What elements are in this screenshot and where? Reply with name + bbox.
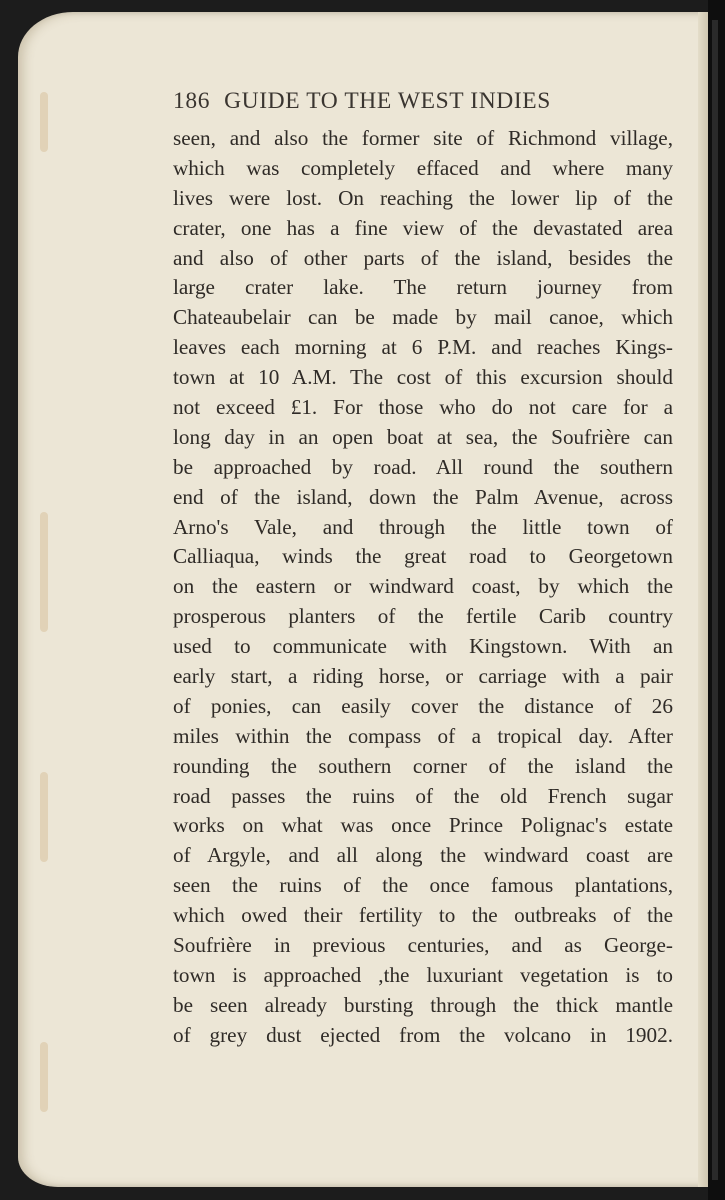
text-line: town is approached ,the luxuriant vegetation is to [173,962,673,987]
running-header [173,88,673,115]
text-line: on the eastern or windward coast, by which the [173,574,673,599]
page-number: 186 [173,88,211,114]
text-line: Chateaubelair can be made by mail canoe, which [173,305,673,330]
body-text [173,124,673,1051]
text-line: crater, one has a fine view of the devastated area [173,215,673,240]
text-line: large crater lake. The return journey from [173,275,673,300]
spine-inner [712,20,718,1180]
text-line: not exceed £1. For those who do not care for a [173,395,673,420]
text-line: which was completely effaced and where many [173,155,673,180]
text-line: rounding the southern corner of the island the [173,753,673,778]
text-line: lives were lost. On reaching the lower lip of the [173,185,673,210]
text-line: Arno's Vale, and through the little town of [173,514,673,539]
text-line: road passes the ruins of the old French sugar [173,783,673,808]
text-line: used to communicate with Kingstown. With an [173,634,673,659]
text-line: of ponies, can easily cover the distance of 26 [173,693,673,718]
running-title: GUIDE TO THE WEST INDIES [224,88,551,114]
text-line: and also of other parts of the island, besides the [173,245,673,270]
foxing-stain [40,772,48,862]
foxing-stain [40,92,48,152]
text-line: be approached by road. All round the southern [173,454,673,479]
text-line: prosperous planters of the fertile Carib country [173,604,673,629]
text-line: works on what was once Prince Polignac's estate [173,813,673,838]
page-edge [698,12,708,1187]
text-line: Soufrière in previous centuries, and as George- [173,933,673,958]
text-line: of grey dust ejected from the volcano in 1902. [173,1022,673,1047]
text-line: town at 10 A.M. The cost of this excursion should [173,365,673,390]
foxing-stain [40,512,48,632]
text-line: leaves each morning at 6 P.M. and reaches Kings- [173,335,673,360]
text-line: long day in an open boat at sea, the Soufrière can [173,424,673,449]
text-line: Calliaqua, winds the great road to Georgetown [173,544,673,569]
text-line: end of the island, down the Palm Avenue, across [173,484,673,509]
text-line: which owed their fertility to the outbreaks of the [173,903,673,928]
text-line: seen the ruins of the once famous plantations, [173,873,673,898]
foxing-stain [40,1042,48,1112]
text-line: early start, a riding horse, or carriage with a pair [173,664,673,689]
text-line: miles within the compass of a tropical day. After [173,723,673,748]
text-line: seen, and also the former site of Richmond village, [173,126,673,150]
text-line: of Argyle, and all along the windward coast are [173,843,673,868]
text-line: be seen already bursting through the thick mantle [173,992,673,1017]
